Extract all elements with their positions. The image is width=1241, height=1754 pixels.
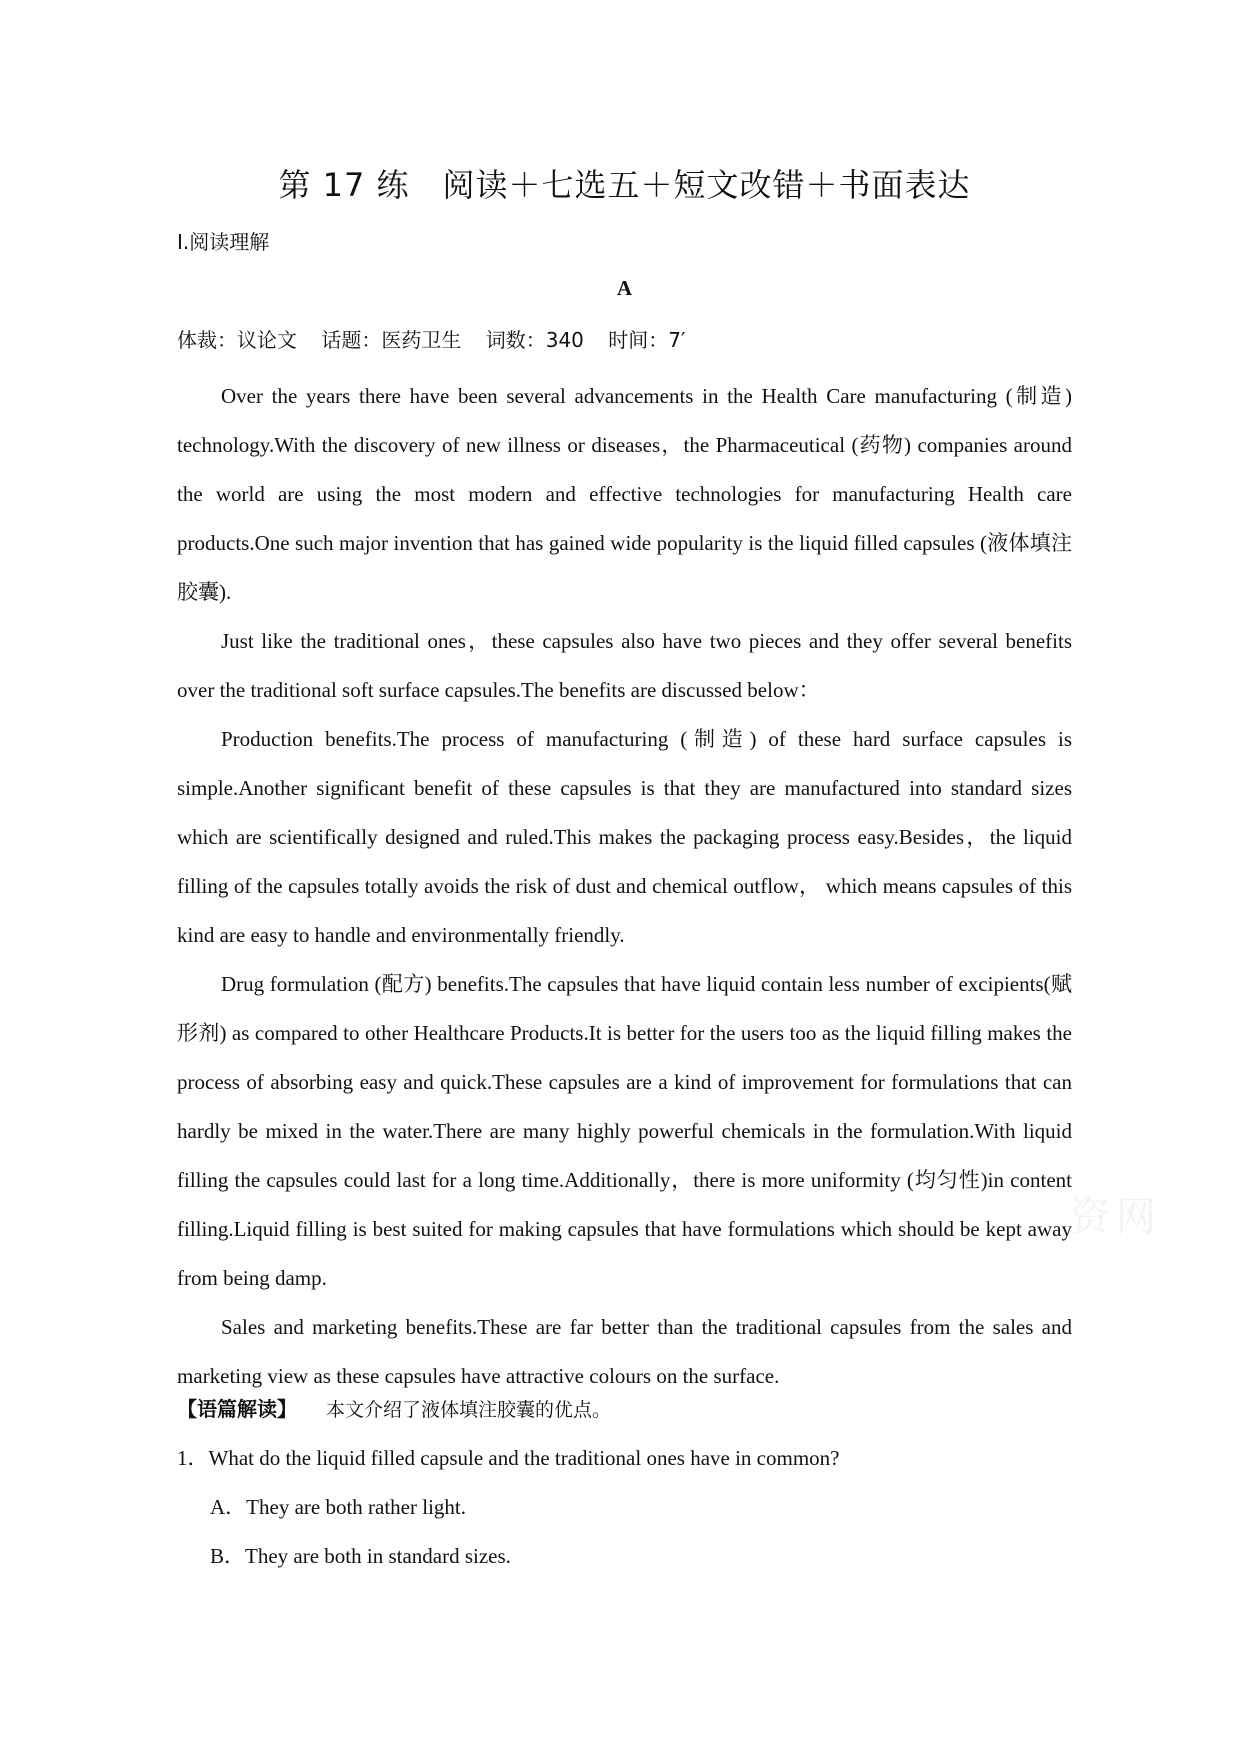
- meta-topic: 话题：医药卫生: [321, 328, 462, 352]
- paragraph: Just like the traditional ones，these capsules also have two pieces and they offer several benefits over the traditional soft surface capsules.The benefits are discussed below：: [177, 629, 1072, 702]
- paragraph: Over the years there have been several advancements in the Health Care manufacturing (制造) technology.With the discovery of new illness or diseases，the Pharmaceutical (药物) companies around the world are using the most modern and effective technologies for manufacturing Health care products.One such major invention that has gained wide popularity is the liquid filled capsules (液体填注胶囊).: [177, 384, 1072, 604]
- passage-meta: [177, 324, 704, 353]
- question-1-option-b: B．They are both in standard sizes.: [210, 1544, 511, 1568]
- page-title: 第 17 练 阅读＋七选五＋短文改错＋书面表达: [278, 166, 971, 204]
- passage-body: [177, 372, 1072, 1401]
- document-page: [177, 0, 1072, 1754]
- section-heading: Ⅰ.阅读理解: [177, 230, 270, 254]
- meta-genre: 体裁：议论文: [177, 328, 297, 352]
- question-1: 1．What do the liquid filled capsule and the traditional ones have in common?: [177, 1446, 840, 1470]
- meta-time: 时间：7′: [608, 328, 686, 352]
- passage-label: A: [616, 276, 633, 300]
- reading-note-text: 本文介绍了液体填注胶囊的优点。: [326, 1399, 612, 1421]
- paragraph: Sales and marketing benefits.These are far better than the traditional capsules from the sales and marketing view as these capsules have attractive colours on the surface.: [177, 1315, 1072, 1388]
- reading-note-tag: 【语篇解读】: [177, 1397, 297, 1421]
- paragraph: Production benefits.The process of manufacturing (制造) of these hard surface capsules is simple.Another significant benefit of these capsules is that they are manufactured into standard sizes which are scientifically designed and ruled.This makes the packaging process easy.Besides，the liquid filling of the capsules totally avoids the risk of dust and chemical outflow， which means capsules of this kind are easy to handle and environmentally friendly.: [177, 727, 1072, 947]
- paragraph: Drug formulation (配方) benefits.The capsules that have liquid contain less number of excipients(赋形剂) as compared to other Healthcare Products.It is better for the users too as the liquid filling makes the process of absorbing easy and quick.These capsules are a kind of improvement for formulations that can hardly be mixed in the water.There are many highly powerful chemicals in the formulation.With liquid filling the capsules could last for a long time.Additionally，there is more uniformity (均匀性)in content filling.Liquid filling is best suited for making capsules that have formulations which should be kept away from being damp.: [177, 972, 1072, 1290]
- meta-word-count: 词数：340: [485, 328, 584, 352]
- question-1-option-a: A．They are both rather light.: [210, 1495, 466, 1519]
- watermark: 资网: [1070, 1194, 1162, 1240]
- reading-note: [177, 1393, 611, 1422]
